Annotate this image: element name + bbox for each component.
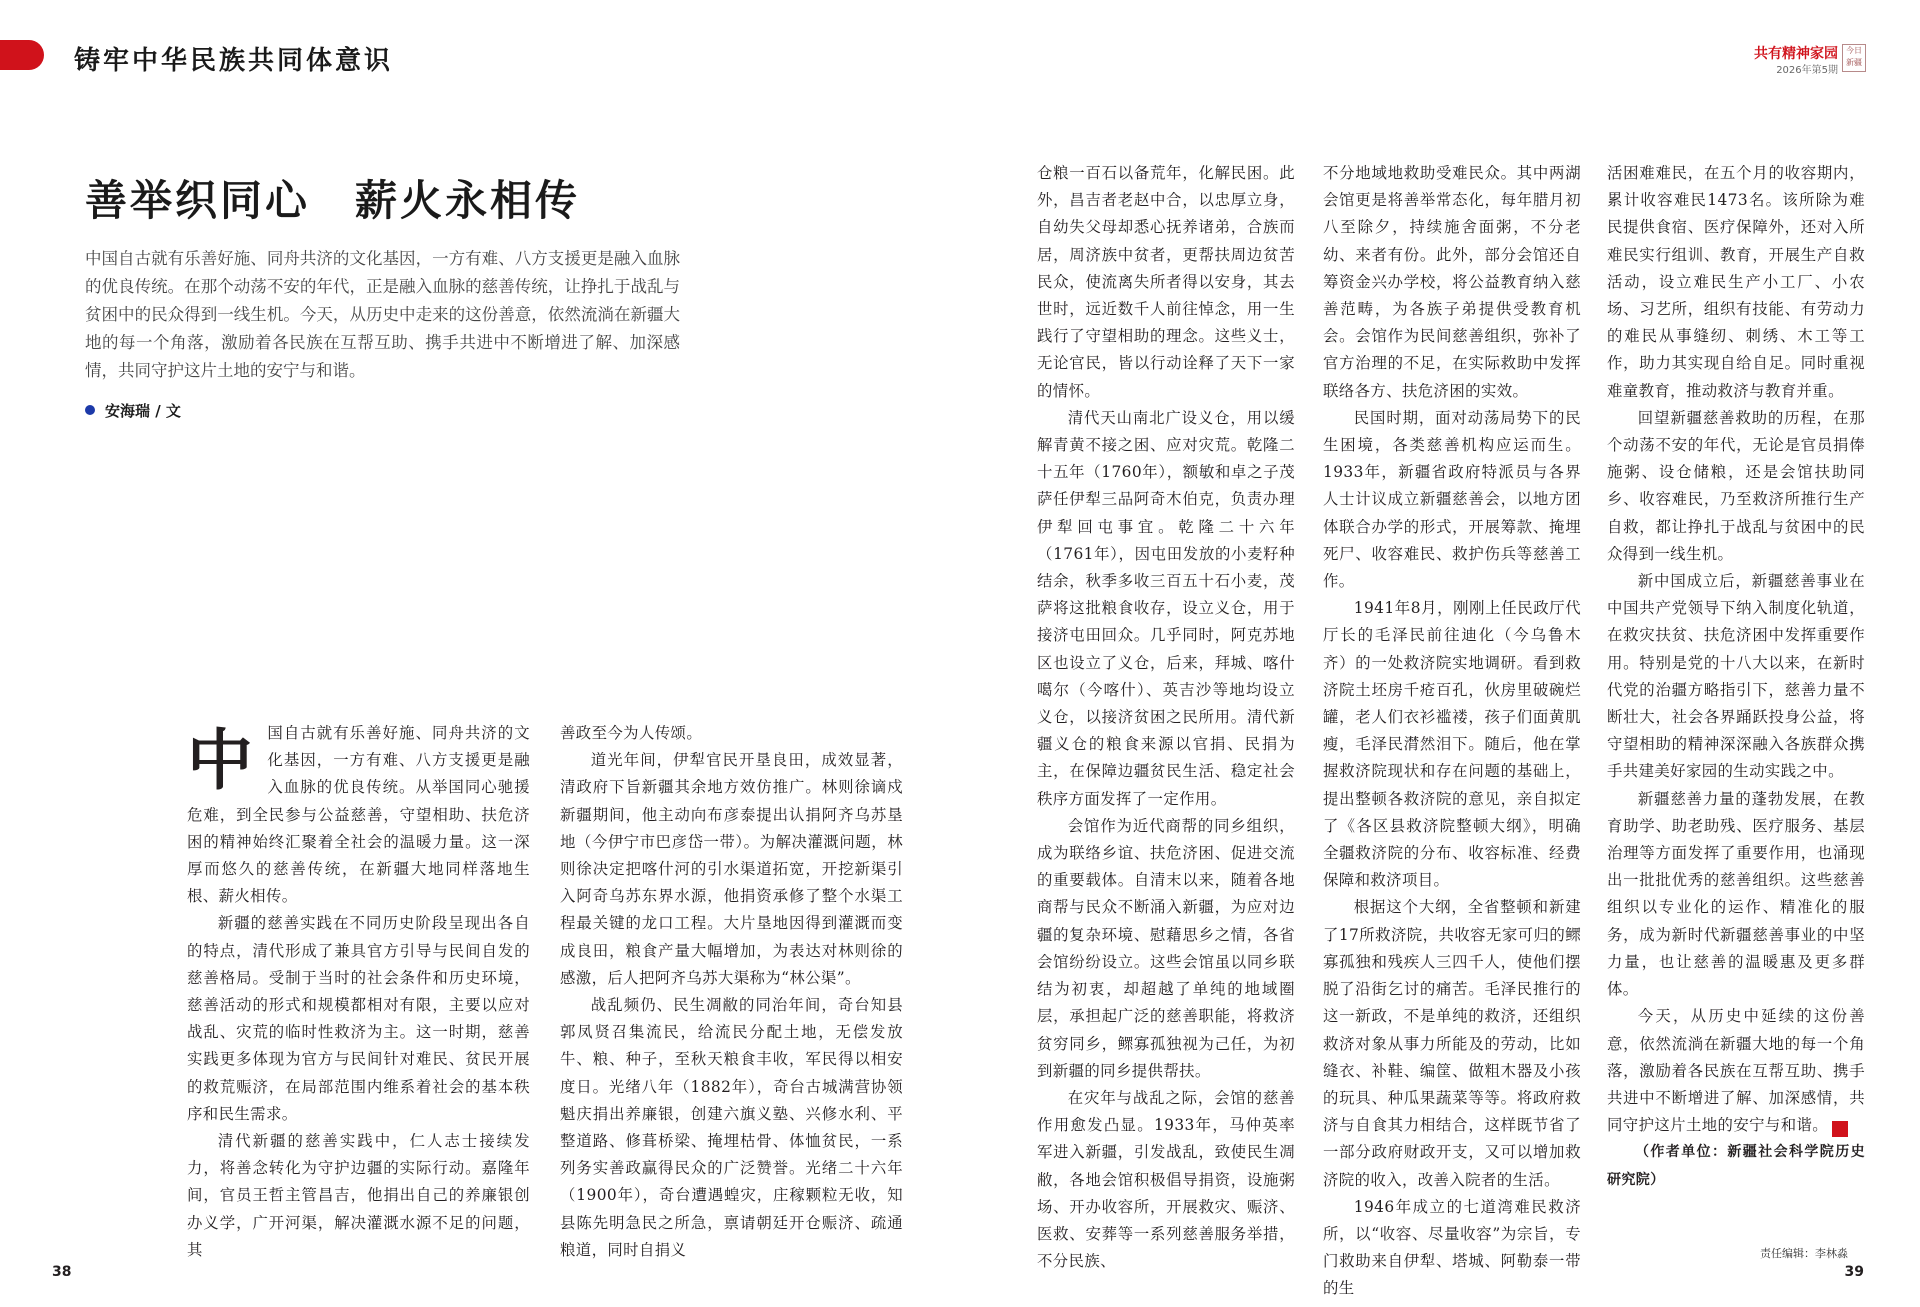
paragraph: 1946年成立的七道湾难民救济所，以“收容、尽量收容”为宗旨，专门救助来自伊犁、塔城、阿勒泰一带的生 — [1323, 1197, 1581, 1298]
article-column-3 — [1037, 160, 1295, 1271]
author: 安海瑞 / 文 — [105, 402, 181, 420]
paragraph: 民国时期，面对动荡局势下的民生困境，各类慈善机构应运而生。1933年，新疆省政府特派员与各界人士计议成立新疆慈善会，以地方团体联合办学的形式，开展筹款、掩埋死尸、收容难民、救护伤兵等慈善工作。 — [1323, 408, 1581, 591]
section-tab-marker — [0, 40, 44, 70]
paragraph: 回望新疆慈善救助的历程，在那个动荡不安的年代，无论是官员捐俸施粥、设仓储粮，还是会馆扶助同乡、收容难民，乃至救济所推行生产自救，都让挣扎于战乱与贫困中的民众得到一线生机。 — [1607, 408, 1865, 563]
paragraph: 清代新疆的慈善实践中，仁人志士接续发力，将善念转化为守护边疆的实际行动。嘉隆年间，官员王哲主管昌吉，他捐出自己的养廉银创办义学，广开河渠，解决灌溉水源不足的问题，其 — [187, 1132, 530, 1259]
bullet-icon — [85, 405, 95, 415]
section-title: 铸牢中华民族共同体意识 — [74, 46, 394, 76]
paragraph: 仓粮一百石以备荒年，化解民困。此外，昌吉者老赵中合，以忠厚立身，自幼失父母却悉心抚养诸弟，合族而居，周济族中贫者，更帮扶周边贫苦民众，使流离失所者得以安身，其去世时，远近数千人前往悼念，用一生践行了守望相助的理念。这些义士，无论官民，皆以行动诠释了天下一家的情怀。 — [1037, 164, 1295, 400]
paragraph: 道光年间，伊犁官民开垦良田，成效显著，清政府下旨新疆其余地方效仿推广。林则徐谪戍新疆期间，他主动向布彦泰提出认捐阿齐乌苏垦地（今伊宁市巴彦岱一带）。为解决灌溉问题，林则徐决定把喀什河的引水渠道拓宽，开挖新渠引入阿奇乌苏东界水源，他捐资承修了整个水渠工程最关键的龙口工程。大片垦地因得到灌溉而变成良田，粮食产量大幅增加，为表达对林则徐的感激，后人把阿齐乌苏大渠称为“林公渠”。 — [560, 751, 903, 987]
issue-label: 2026年第5期 — [1776, 65, 1838, 76]
paragraph: 善政至今为人传颂。 — [560, 724, 703, 742]
page-number-right: 39 — [1844, 1264, 1864, 1280]
end-mark-icon: J — [1832, 1121, 1848, 1137]
author-affiliation: （作者单位：新疆社会科学院历史研究院） — [1607, 1144, 1865, 1188]
article-column-4 — [1323, 160, 1581, 1298]
paragraph: 在灾年与战乱之际，会馆的慈善作用愈发凸显。1933年，马仲英率军进入新疆，引发战乱，致使民生凋敝，各地会馆积极倡导捐资，设施粥场、开办收容所，开展救灾、赈济、医救、安葬等一系列慈善服务举措，不分民族、 — [1037, 1088, 1295, 1271]
magazine-logo: 今日新疆 — [1842, 44, 1866, 72]
paragraph: 不分地域地救助受难民众。其中两湖会馆更是将善举常态化，每年腊月初八至除夕，持续施舍面粥，不分老幼、来者有份。此外，部分会馆还自筹资金兴办学校，将公益教育纳入慈善范畴，为各族子弟提供受教育机会。会馆作为民间慈善组织，弥补了官方治理的不足，在实际救助中发挥联络各方、扶危济困的实效。 — [1323, 164, 1581, 400]
paragraph: 1941年8月，刚刚上任民政厅代厅长的毛泽民前往迪化（今乌鲁木齐）的一处救济院实地调研。看到救济院土坯房千疮百孔，伙房里破碗烂罐，老人们衣衫褴褛，孩子们面黄肌瘦，毛泽民潸然泪下。随后，他在掌握救济院现状和存在问题的基础上，提出整顿各救济院的意见，亲自拟定了《各区县救济院整顿大纲》，明确全疆救济院的分布、收容标准、经费保障和救济项目。 — [1323, 599, 1581, 890]
paragraph: 新疆慈善力量的蓬勃发展，在教育助学、助老助残、医疗服务、基层治理等方面发挥了重要作用，也涌现出一批批优秀的慈善组织。这些慈善组织以专业化的运作、精准化的服务，成为新时代新疆慈善事业的中坚力量，也让慈善的温暖惠及更多群体。 — [1607, 789, 1865, 999]
article-column-1 — [187, 720, 530, 1260]
article-lead: 中国自古就有乐善好施、同舟共济的文化基因，一方有难、八方支援更是融入血脉的优良传统。在那个动荡不安的年代，正是融入血脉的慈善传统，让挣扎于战乱与贫困中的民众得到一线生机。今天，从历史中走来的这份善意，依然流淌在新疆大地的每一个角落，激励着各民族在互帮互助、携手共进中不断增进了解、加深感情，共同守护这片土地的安宁与和谐。 — [85, 249, 680, 380]
paragraph: 今天，从历史中延续的这份善意，依然流淌在新疆大地的每一个角落，激励着各民族在互帮互助、携手共进中不断增进了解、加深感情，共同守护这片土地的安宁与和谐。 J — [1607, 1007, 1868, 1136]
paragraph: 清代天山南北广设义仓，用以缓解青黄不接之困、应对灾荒。乾隆二十五年（1760年），额敏和卓之子茂萨任伊犁三品阿奇木伯克，负责办理伊犁回屯事宜。乾隆二十六年（1761年），因屯田发放的小麦籽种结余，秋季多收三百五十石小麦，茂萨将这批粮食收存，设立义仓，用于接济屯田回众。几乎同时，阿克苏地区也设立了义仓，后来，拜城、喀什噶尔（今喀什）、英吉沙等地均设立义仓，以接济贫困之民所用。清代新疆义仓的粮食来源以官捐、民捐为主，在保障边疆贫民生活、稳定社会秩序方面发挥了一定作用。 — [1037, 408, 1295, 808]
page-number-left: 38 — [52, 1264, 72, 1280]
article-column-5 — [1607, 160, 1868, 1242]
article-title: 善举织同心 薪火永相传 — [85, 176, 581, 225]
paragraph: 新疆的慈善实践在不同历史阶段呈现出各自的特点，清代形成了兼具官方引导与民间自发的慈善格局。受制于当时的社会条件和历史环境，慈善活动的形式和规模都相对有限，主要以应对战乱、灾荒的临时性救济为主。这一时期，慈善实践更多体现为官方与民间针对难民、贫民开展的救荒赈济，在局部范围内维系着社会的基本秩序和民生需求。 — [187, 914, 530, 1123]
paragraph: 会馆作为近代商帮的同乡组织，成为联络乡谊、扶危济困、促进交流的重要载体。自清末以来，随着各地商帮与民众不断涌入新疆，为应对边疆的复杂环境、慰藉思乡之情，各省会馆纷纷设立。这些会馆虽以同乡联结为初衷，却超越了单纯的地域圈层，承担起广泛的慈善职能，将救济贫穷同乡，鳏寡孤独视为己任，为初到新疆的同乡提供帮扶。 — [1037, 816, 1295, 1080]
paragraph: 中国自古就有乐善好施、同舟共济的文化基因，一方有难、八方支援更是融入血脉的优良传统。从举国同心驰援危难，到全民参与公益慈善，守望相助、扶危济困的精神始终汇聚着全社会的温暖力量。这一深厚而悠久的慈善传统，在新疆大地同样落地生根、薪火相传。 — [187, 722, 530, 906]
article-column-2 — [560, 720, 903, 1260]
editor-credit: 责任编辑：李林淼 — [1760, 1247, 1848, 1260]
drop-cap: 中 — [187, 722, 254, 799]
paragraph: 根据这个大纲，全省整顿和新建了17所救济院，共收容无家可归的鳏寡孤独和残疾人三四千人，使他们摆脱了沿街乞讨的痛苦。毛泽民推行的这一新政，不是单纯的救济，还组织救济对象从事力所能及的劳动，比如缝衣、补鞋、编筐、做粗木器及小孩的玩具、种瓜果蔬菜等等。将政府救济与自食其力相结合，这样既节省了一部分政府财政开支，又可以增加救济院的收入，改善入院者的生活。 — [1323, 898, 1581, 1189]
paragraph: 战乱频仍、民生凋敝的同治年间，奇台知县郭凤贤召集流民，给流民分配土地，无偿发放牛、粮、种子，至秋天粮食丰收，军民得以相安度日。光绪八年（1882年），奇台古城满营协领魁庆捐出养廉银，创建六旗义塾、兴修水利、平整道路、修葺桥梁、掩埋枯骨、体恤贫民，一系列务实善政赢得民众的广泛赞誉。光绪二十六年（1900年），奇台遭遇蝗灾，庄稼颗粒无收，知县陈先明急民之所急，禀请朝廷开仓赈济、疏通粮道，同时自捐义 — [560, 996, 903, 1259]
magazine-name: 共有精神家园 — [1754, 46, 1838, 62]
paragraph: 活困难难民，在五个月的收容期内，累计收容难民1473名。该所除为难民提供食宿、医疗保障外，还对入所难民实行组训、教育，开展生产自救活动，设立难民生产小工厂、小农场、习艺所，组织有技能、有劳动力的难民从事缝纫、刺绣、木工等工作，助力其实现自给自足。同时重视难童教育，推动救济与教育并重。 — [1607, 164, 1865, 400]
paragraph: 新中国成立后，新疆慈善事业在中国共产党领导下纳入制度化轨道，在救灾扶贫、扶危济困中发挥重要作用。特别是党的十八大以来，在新时代党的治疆方略指引下，慈善力量不断壮大，社会各界踊跃投身公益，将守望相助的精神深深融入各族群众携手共建美好家园的生动实践之中。 — [1607, 572, 1865, 781]
byline — [85, 400, 181, 421]
